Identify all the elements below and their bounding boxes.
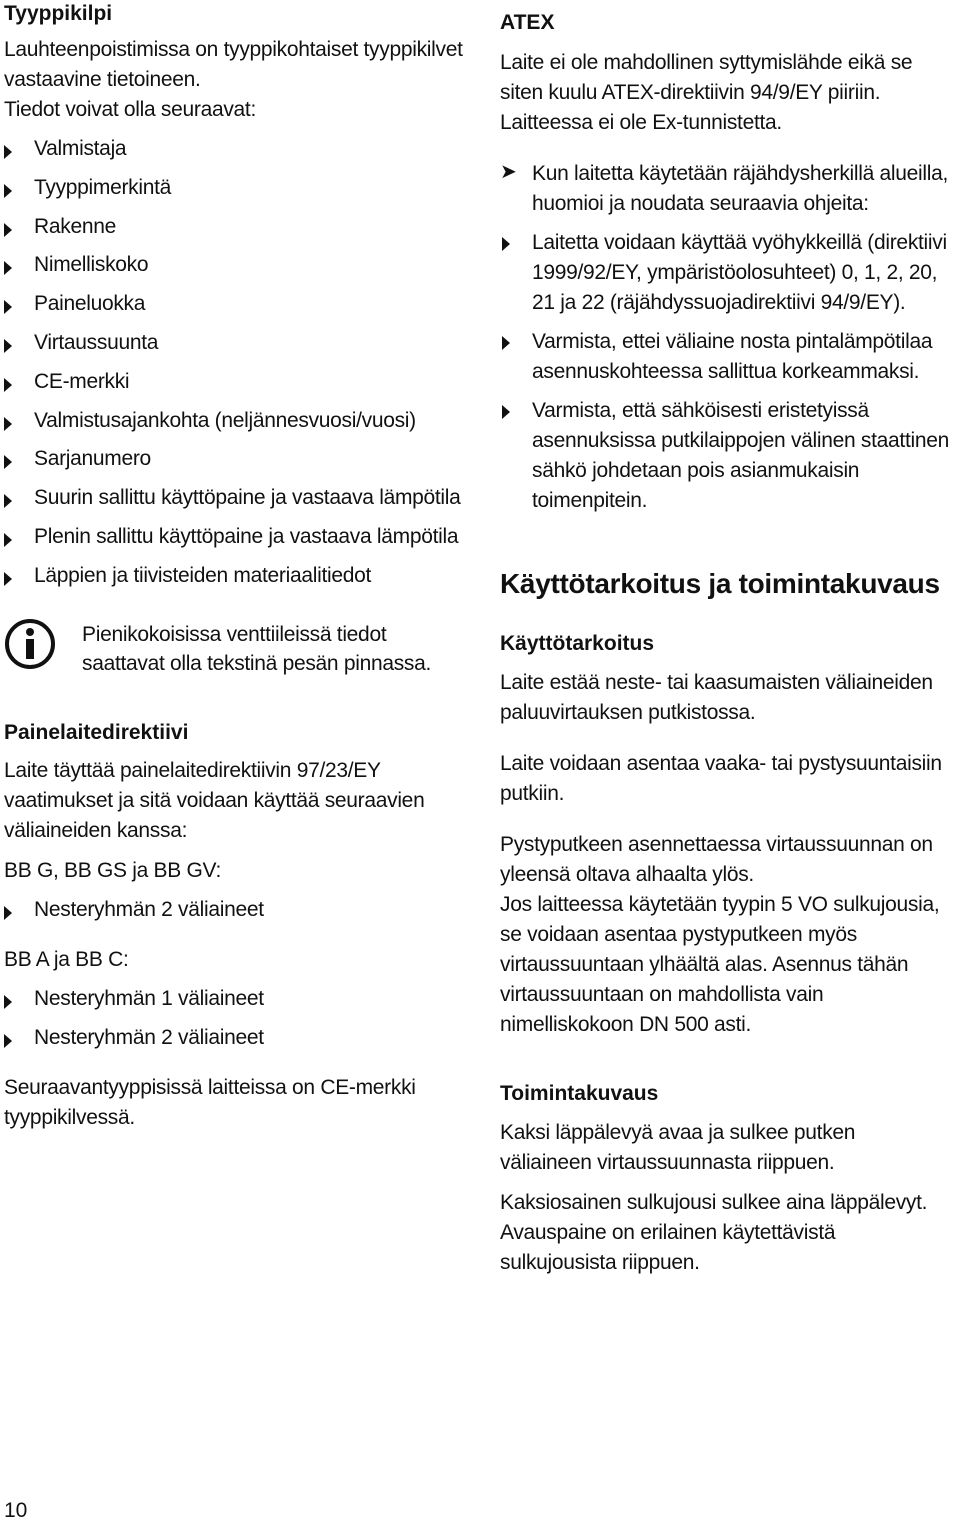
list-item: CE-merkki bbox=[4, 367, 464, 406]
bullet-icon bbox=[4, 995, 12, 1009]
purpose-p2: Laite voidaan asentaa vaaka- tai pystysuuntaisiin putkiin. bbox=[500, 752, 942, 805]
type-plate-list bbox=[4, 134, 464, 600]
list-item: Laitetta voidaan käyttää vyöhykkeillä (direktiivi 1999/92/EY, ympäristöolosuhteet) 0, 1, 2, 20, 21 ja 22 (räjähdyssuojadirektiivi 94/9/EY). bbox=[500, 228, 956, 318]
list-item: Valmistaja bbox=[4, 134, 464, 173]
list-item: Sarjanumero bbox=[4, 444, 464, 483]
bullet-icon bbox=[4, 455, 12, 469]
bullet-icon bbox=[502, 237, 510, 251]
function-heading: Toimintakuvaus bbox=[500, 1082, 659, 1105]
atex-text: Laite ei ole mahdollinen syttymislähde eikä se siten kuulu ATEX-direktiivin 94/9/EY piiriin. Laitteessa ei ole Ex-tunnistetta. bbox=[500, 51, 913, 134]
list-item: Paineluokka bbox=[4, 289, 464, 328]
list-item: Suurin sallittu käyttöpaine ja vastaava lämpötila bbox=[4, 483, 464, 522]
ped-text: Laite täyttää painelaitedirektiivin 97/23/EY vaatimukset ja sitä voidaan käyttää seuraavien väliaineiden kanssa: bbox=[4, 759, 425, 842]
list-item: Plenin sallittu käyttöpaine ja vastaava lämpötila bbox=[4, 522, 464, 561]
bullet-icon bbox=[502, 336, 510, 350]
atex-list bbox=[500, 228, 956, 516]
bullet-icon bbox=[4, 906, 12, 920]
list-item: Läppien ja tiivisteiden materiaalitiedot bbox=[4, 561, 464, 600]
list-item: Tyyppimerkintä bbox=[4, 173, 464, 212]
list-item: Nimelliskoko bbox=[4, 250, 464, 289]
bullet-icon bbox=[4, 417, 12, 431]
info-note: Pienikokoisissa venttiileissä tiedot saattavat olla tekstinä pesän pinnassa. bbox=[82, 623, 432, 675]
bullet-icon bbox=[4, 145, 12, 159]
list-item: Nesteryhmän 1 väliaineet bbox=[4, 984, 464, 1023]
bullet-icon bbox=[502, 405, 510, 419]
purpose-p3b: Jos laitteessa käytetään tyypin 5 VO sulkujousia, se voidaan asentaa pystyputkeen myös virtaussuuntaan ylhäältä alas. Asennus tähän virtaussuuntaan on mahdollista vain nimelliskokoon DN 500 asti. bbox=[500, 893, 940, 1036]
page-number: 10 bbox=[4, 1499, 28, 1522]
list-item: Valmistusajankohta (neljännesvuosi/vuosi) bbox=[4, 406, 464, 445]
atex-heading: ATEX bbox=[500, 11, 555, 34]
bullet-icon bbox=[4, 339, 12, 353]
bullet-icon bbox=[4, 572, 12, 586]
bullet-icon bbox=[4, 184, 12, 198]
bullet-icon bbox=[4, 378, 12, 392]
purpose-p3a: Pystyputkeen asennettaessa virtaussuunnan on yleensä oltava alhaalta ylös. bbox=[500, 833, 933, 886]
type-plate-heading: Tyyppikilpi bbox=[4, 2, 113, 25]
ce-note: Seuraavantyyppisissä laitteissa on CE-merkki tyyppikilvessä. bbox=[4, 1076, 416, 1129]
arrow-icon: ➤ bbox=[500, 161, 517, 183]
list-item: Nesteryhmän 2 väliaineet bbox=[4, 1023, 464, 1062]
list-item: Nesteryhmän 2 väliaineet bbox=[4, 895, 464, 934]
list-item: Virtaussuunta bbox=[4, 328, 464, 367]
info-icon bbox=[4, 618, 56, 670]
ped-heading: Painelaitedirektiivi bbox=[4, 721, 189, 744]
type-plate-intro: Lauhteenpoistimissa on tyyppikohtaiset tyyppikilvet vastaavine tietoineen. bbox=[4, 38, 463, 91]
purpose-heading: Käyttötarkoitus bbox=[500, 632, 655, 655]
atex-instruction: ➤ Kun laitetta käytetään räjähdysherkillä alueilla, huomioi ja noudata seuraavia ohjeita: bbox=[500, 161, 949, 215]
group1-list bbox=[4, 895, 464, 934]
function-p2: Kaksiosainen sulkujousi sulkee aina läppälevyt. Avauspaine on erilainen käytettävistä sulkujousista riippuen. bbox=[500, 1191, 928, 1274]
list-item: Rakenne bbox=[4, 212, 464, 251]
group1-label: BB G, BB GS ja BB GV: bbox=[4, 859, 221, 882]
bullet-icon bbox=[4, 494, 12, 508]
purpose-p1: Laite estää neste- tai kaasumaisten väliaineiden paluuvirtauksen putkistossa. bbox=[500, 671, 933, 724]
data-intro: Tiedot voivat olla seuraavat: bbox=[4, 98, 256, 121]
list-item: Varmista, ettei väliaine nosta pintalämpötilaa asennuskohteessa sallittua korkeammaksi. bbox=[500, 327, 956, 387]
bullet-icon bbox=[4, 533, 12, 547]
bullet-icon bbox=[4, 223, 12, 237]
bullet-icon bbox=[4, 261, 12, 275]
group2-list bbox=[4, 984, 464, 1062]
list-item: Varmista, että sähköisesti eristetyissä asennuksissa putkilaippojen välinen staattinen sähkö johdetaan pois asianmukaisin toimenpitein. bbox=[500, 396, 956, 516]
group2-label: BB A ja BB C: bbox=[4, 948, 129, 971]
bullet-icon bbox=[4, 1034, 12, 1048]
main-heading: Käyttötarkoitus ja toimintakuvaus bbox=[500, 568, 940, 599]
function-p1: Kaksi läppälevyä avaa ja sulkee putken väliaineen virtaussuunnasta riippuen. bbox=[500, 1121, 856, 1174]
bullet-icon bbox=[4, 300, 12, 314]
